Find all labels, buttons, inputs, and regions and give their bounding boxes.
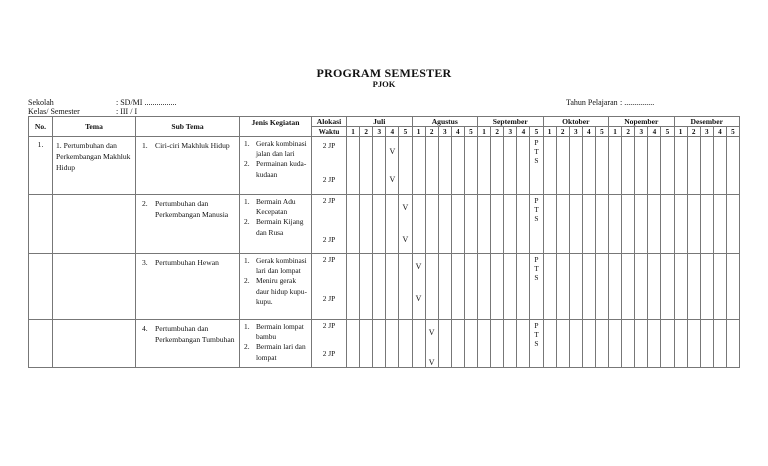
week-cell: [687, 320, 700, 368]
activity-item: [244, 256, 310, 276]
week-cell: [726, 195, 739, 254]
check-mark: V: [402, 203, 409, 212]
activity-item: [244, 197, 310, 217]
header-month-oktober: Oktober: [543, 117, 609, 127]
activity-text: Bermain Adu Kecepatan: [256, 197, 296, 217]
check-mark: V: [428, 358, 435, 367]
week-cell: [595, 137, 608, 195]
activity-text: Bermain lari dan lompat: [256, 342, 306, 362]
alokasi-jp: 2 JP: [322, 196, 336, 205]
week-cell: [425, 195, 438, 254]
week-cell: [373, 137, 386, 195]
activity-number: 2.: [244, 217, 250, 227]
row-no: [29, 254, 53, 320]
header-week: 2: [425, 127, 438, 137]
sekolah-label: Sekolah: [28, 98, 54, 107]
header-week: 4: [648, 127, 661, 137]
week-cell: [674, 137, 687, 195]
header-week: 5: [399, 127, 412, 137]
header-week: 3: [635, 127, 648, 137]
week-cell: [451, 137, 464, 195]
alokasi-jp: 2 JP: [322, 141, 336, 150]
week-cell: [478, 320, 491, 368]
week-cell: [386, 320, 399, 368]
document-title: PROGRAM SEMESTER: [316, 66, 452, 80]
week-cell: [726, 320, 739, 368]
week-cell: [451, 195, 464, 254]
week-cell: [661, 195, 674, 254]
pts-letter: T: [534, 330, 539, 339]
week-cell: [648, 195, 661, 254]
week-cell: [451, 254, 464, 320]
header-week: 4: [517, 127, 530, 137]
week-cell: [622, 137, 635, 195]
week-cell: [386, 195, 399, 254]
week-cell: [687, 254, 700, 320]
week-cell: [609, 137, 622, 195]
activity-number: 1.: [244, 197, 250, 206]
week-cell: [373, 195, 386, 254]
row-sub-tema: [136, 320, 240, 368]
week-cell: [517, 137, 530, 195]
week-cell: [438, 320, 451, 368]
activity-item: [244, 217, 310, 237]
week-cell: [438, 254, 451, 320]
week-cell: [464, 137, 477, 195]
header-week: 3: [504, 127, 517, 137]
week-cell: [726, 137, 739, 195]
week-cell: [412, 137, 425, 195]
row-no: [29, 195, 53, 254]
week-cell: [648, 320, 661, 368]
pts-letter: T: [534, 205, 539, 214]
activity-number: 1.: [244, 139, 250, 148]
table-row: [29, 137, 740, 195]
header-sub-tema: Sub Tema: [136, 117, 240, 137]
week-cell: [412, 254, 425, 320]
week-cell: [635, 195, 648, 254]
week-cell: [661, 137, 674, 195]
alokasi-jp: 2 JP: [322, 255, 336, 264]
week-cell: [556, 320, 569, 368]
header-month-juli: Juli: [347, 117, 413, 127]
check-mark: V: [415, 294, 422, 303]
week-cell: [425, 320, 438, 368]
header-week: 1: [674, 127, 687, 137]
check-mark: V: [389, 147, 396, 156]
row-no: 1.: [29, 137, 53, 195]
week-cell: [556, 195, 569, 254]
week-cell: [556, 137, 569, 195]
header-week: 2: [360, 127, 373, 137]
row-tema: 1. Pertumbuhan dan Perkembangan Makhluk Hidup: [53, 137, 136, 195]
sub-tema-text: Pertumbuhan Hewan: [155, 258, 219, 267]
week-cell: [648, 137, 661, 195]
week-cell: [530, 320, 543, 368]
check-mark: V: [415, 262, 422, 271]
week-cell: [674, 254, 687, 320]
header-waktu: Waktu: [312, 127, 347, 137]
alokasi-jp: 2 JP: [322, 294, 336, 303]
activity-text: Permainan kuda-kudaan: [256, 159, 307, 179]
activity-item: [244, 342, 310, 362]
header-week: 5: [726, 127, 739, 137]
week-cell: [700, 195, 713, 254]
week-cell: [478, 254, 491, 320]
week-cell: [360, 137, 373, 195]
header-week: 4: [713, 127, 726, 137]
check-mark: V: [389, 175, 396, 184]
week-cell: [399, 254, 412, 320]
week-cell: [713, 320, 726, 368]
week-cell: [347, 254, 360, 320]
week-cell: [425, 254, 438, 320]
row-jenis-kegiatan: [240, 137, 312, 195]
week-cell: [530, 137, 543, 195]
activity-number: 2.: [244, 159, 250, 169]
row-jenis-kegiatan: [240, 320, 312, 368]
week-cell: [386, 254, 399, 320]
week-cell: [399, 137, 412, 195]
week-cell: [425, 137, 438, 195]
week-cell: [700, 320, 713, 368]
week-cell: [412, 320, 425, 368]
header-week: 5: [530, 127, 543, 137]
row-alokasi-waktu: [312, 137, 347, 195]
week-cell: [582, 137, 595, 195]
pts-letter: S: [534, 273, 539, 282]
sub-tema-number: 3.: [142, 258, 148, 267]
row-alokasi-waktu: [312, 254, 347, 320]
week-cell: [569, 195, 582, 254]
week-cell: [504, 254, 517, 320]
week-cell: [622, 320, 635, 368]
pts-letter: P: [534, 196, 539, 205]
header-no: No.: [29, 117, 53, 137]
week-cell: [687, 195, 700, 254]
alokasi-jp: 2 JP: [322, 235, 336, 244]
week-cell: [609, 195, 622, 254]
week-cell: [347, 320, 360, 368]
kelas-label: Kelas/ Semester: [28, 107, 80, 116]
kelas-value: : III / I: [116, 107, 138, 116]
week-cell: [569, 254, 582, 320]
check-mark: V: [402, 235, 409, 244]
activity-item: [244, 322, 310, 342]
week-cell: [438, 137, 451, 195]
week-cell: [517, 195, 530, 254]
week-cell: [661, 320, 674, 368]
week-cell: [517, 320, 530, 368]
row-jenis-kegiatan: [240, 195, 312, 254]
header-week: 3: [438, 127, 451, 137]
week-cell: [622, 195, 635, 254]
week-cell: [491, 320, 504, 368]
pts-letter: T: [534, 147, 539, 156]
header-week: 2: [687, 127, 700, 137]
header-week: 2: [556, 127, 569, 137]
week-cell: [569, 320, 582, 368]
tahun-value: : ...............: [620, 98, 655, 107]
week-cell: [347, 195, 360, 254]
week-cell: [582, 320, 595, 368]
week-cell: [700, 254, 713, 320]
week-cell: [464, 320, 477, 368]
week-cell: [491, 254, 504, 320]
week-cell: [543, 320, 556, 368]
pts-letter: P: [534, 321, 539, 330]
week-cell: [543, 195, 556, 254]
pts-letter: P: [534, 138, 539, 147]
week-cell: [582, 254, 595, 320]
activity-text: Meniru gerak daur hidup kupu-kupu.: [256, 276, 307, 306]
header-week: 3: [569, 127, 582, 137]
row-jenis-kegiatan: [240, 254, 312, 320]
week-cell: [530, 254, 543, 320]
header-tema: Tema: [53, 117, 136, 137]
header-jenis-kegiatan: Jenis Kegiatan: [240, 117, 312, 137]
week-cell: [451, 320, 464, 368]
week-cell: [726, 254, 739, 320]
alokasi-jp: 2 JP: [322, 349, 336, 358]
week-cell: [360, 195, 373, 254]
week-cell: [399, 195, 412, 254]
sekolah-value: : SD/MI ................: [116, 98, 177, 107]
week-cell: [622, 254, 635, 320]
program-semester-table: [28, 116, 740, 368]
week-cell: [609, 320, 622, 368]
pts-letter: T: [534, 264, 539, 273]
table-row: [29, 195, 740, 254]
week-cell: [491, 195, 504, 254]
alokasi-jp: 2 JP: [322, 175, 336, 184]
week-cell: [713, 254, 726, 320]
sub-tema-text: Pertumbuhan dan Perkembangan Manusia: [155, 199, 229, 219]
header-month-desember: Desember: [674, 117, 740, 127]
week-cell: [569, 137, 582, 195]
activity-text: Bermain Kijang dan Rusa: [256, 217, 304, 237]
week-cell: [609, 254, 622, 320]
header-week: 5: [595, 127, 608, 137]
week-cell: [517, 254, 530, 320]
week-cell: [373, 320, 386, 368]
document-subtitle: PJOK: [372, 79, 396, 89]
sub-tema-number: 4.: [142, 324, 148, 333]
week-cell: [556, 254, 569, 320]
row-sub-tema: [136, 137, 240, 195]
week-cell: [347, 137, 360, 195]
sub-tema-text: Ciri-ciri Makhluk Hidup: [155, 141, 230, 150]
week-cell: [595, 320, 608, 368]
pts-letter: P: [534, 255, 539, 264]
week-cell: [543, 254, 556, 320]
header-week: 1: [609, 127, 622, 137]
check-mark: V: [428, 328, 435, 337]
week-cell: [713, 195, 726, 254]
table-row: [29, 254, 740, 320]
sub-tema-number: 1.: [142, 141, 148, 150]
activity-number: 2.: [244, 276, 250, 286]
header-alokasi: Alokasi: [312, 117, 347, 127]
activity-text: Gerak kombinasi lari dan lompat: [256, 256, 307, 276]
week-cell: [491, 137, 504, 195]
activity-text: Gerak kombinasi jalan dan lari: [256, 139, 307, 159]
header-week: 1: [543, 127, 556, 137]
row-tema: [53, 254, 136, 320]
pts-marker: [530, 255, 542, 282]
week-cell: [595, 254, 608, 320]
week-cell: [504, 195, 517, 254]
week-cell: [530, 195, 543, 254]
activity-item: [244, 159, 310, 179]
activity-number: 1.: [244, 322, 250, 331]
week-cell: [648, 254, 661, 320]
alokasi-jp: 2 JP: [322, 321, 336, 330]
activity-item: [244, 276, 310, 307]
week-cell: [504, 137, 517, 195]
header-month-nopember: Nopember: [609, 117, 674, 127]
week-cell: [582, 195, 595, 254]
week-cell: [373, 254, 386, 320]
row-alokasi-waktu: [312, 320, 347, 368]
sub-tema-text: Pertumbuhan dan Perkembangan Tumbuhan: [155, 324, 235, 344]
table-row: [29, 320, 740, 368]
week-cell: [635, 137, 648, 195]
header-week: 2: [491, 127, 504, 137]
week-cell: [464, 254, 477, 320]
row-no: [29, 320, 53, 368]
pts-letter: S: [534, 339, 539, 348]
pts-marker: [530, 138, 542, 165]
pts-marker: [530, 196, 542, 223]
pts-marker: [530, 321, 542, 348]
week-cell: [438, 195, 451, 254]
header-month-agustus: Agustus: [412, 117, 478, 127]
row-sub-tema: [136, 254, 240, 320]
week-cell: [464, 195, 477, 254]
week-cell: [700, 137, 713, 195]
week-cell: [635, 254, 648, 320]
week-cell: [412, 195, 425, 254]
kelas-line: [28, 107, 137, 116]
activity-item: [244, 139, 310, 159]
week-cell: [595, 195, 608, 254]
row-tema: [53, 320, 136, 368]
header-week: 4: [451, 127, 464, 137]
week-cell: [360, 320, 373, 368]
row-sub-tema: [136, 195, 240, 254]
header-week: 4: [386, 127, 399, 137]
week-cell: [399, 320, 412, 368]
header-week: 2: [622, 127, 635, 137]
week-cell: [504, 320, 517, 368]
tahun-line: [566, 98, 654, 107]
row-tema: [53, 195, 136, 254]
header-week: 1: [478, 127, 491, 137]
pts-letter: S: [534, 214, 539, 223]
header-week: 3: [373, 127, 386, 137]
week-cell: [635, 320, 648, 368]
header-week: 5: [464, 127, 477, 137]
week-cell: [360, 254, 373, 320]
header-week: 4: [582, 127, 595, 137]
header-week: 5: [661, 127, 674, 137]
sub-tema-number: 2.: [142, 199, 148, 208]
week-cell: [687, 137, 700, 195]
sekolah-line: [28, 98, 176, 107]
week-cell: [478, 195, 491, 254]
header-week: 1: [347, 127, 360, 137]
activity-number: 1.: [244, 256, 250, 265]
week-cell: [543, 137, 556, 195]
week-cell: [674, 195, 687, 254]
week-cell: [661, 254, 674, 320]
week-cell: [478, 137, 491, 195]
row-alokasi-waktu: [312, 195, 347, 254]
week-cell: [386, 137, 399, 195]
week-cell: [674, 320, 687, 368]
week-cell: [713, 137, 726, 195]
activity-text: Bermain lompat bambu: [256, 322, 304, 342]
activity-number: 2.: [244, 342, 250, 352]
header-week: 3: [700, 127, 713, 137]
header-month-september: September: [478, 117, 543, 127]
tahun-label: Tahun Pelajaran: [566, 98, 618, 107]
header-week: 1: [412, 127, 425, 137]
pts-letter: S: [534, 156, 539, 165]
